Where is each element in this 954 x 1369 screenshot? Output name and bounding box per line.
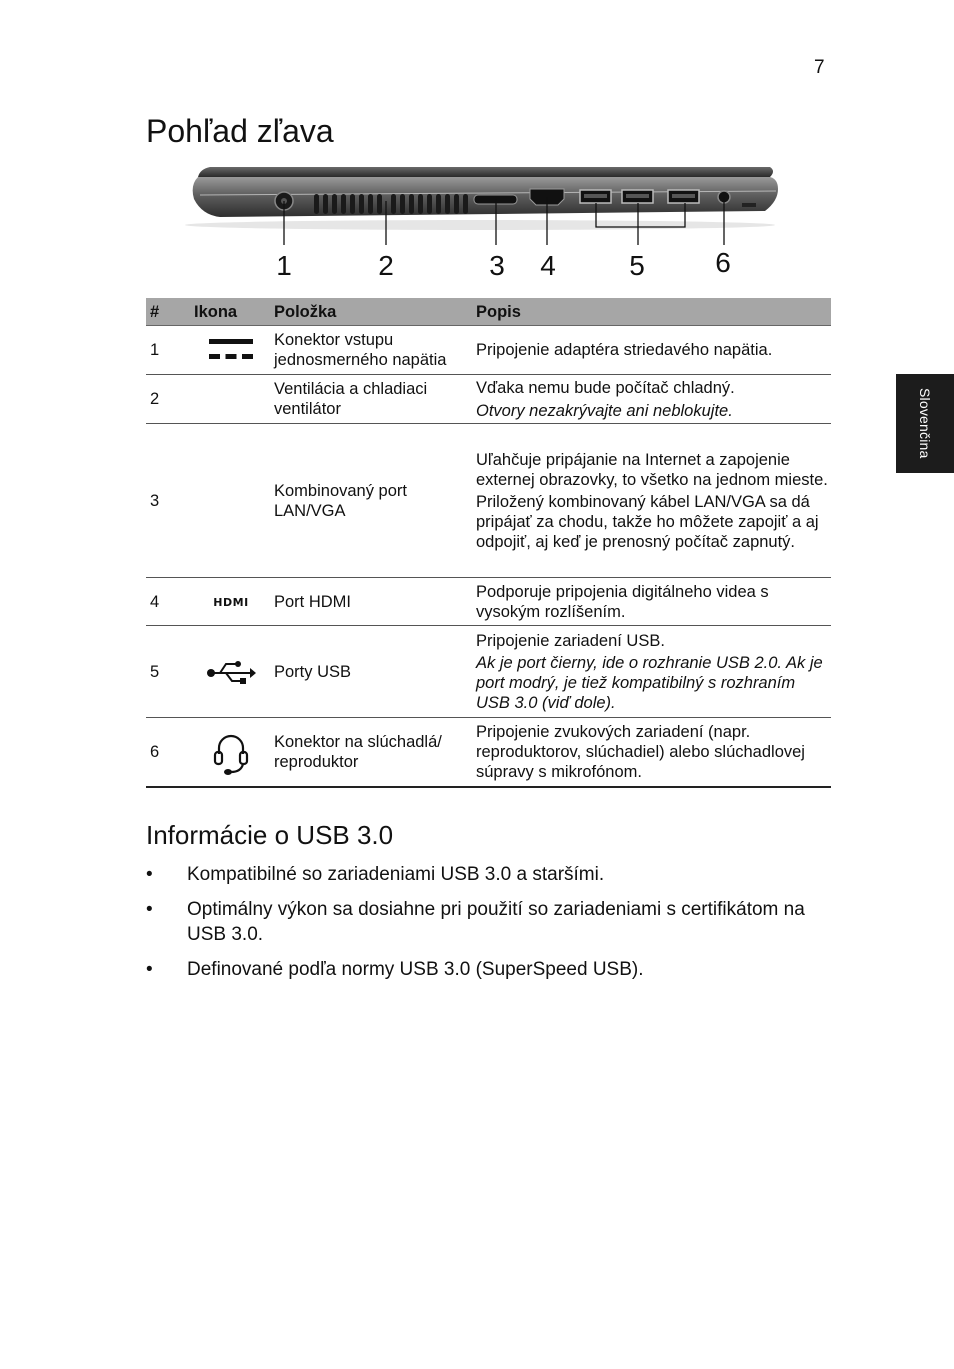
usb-icon [206, 659, 256, 685]
headset-icon [211, 728, 251, 776]
table-row [146, 326, 831, 375]
row-icon-cell [191, 375, 271, 424]
row-description [473, 718, 831, 787]
callout-2: 2 [378, 250, 394, 281]
row-item: Porty USB [271, 626, 473, 718]
description-note: Otvory nezakrývajte ani neblokujte. [476, 401, 733, 420]
table-row [146, 626, 831, 718]
row-description [473, 626, 831, 718]
bullet-marker: • [146, 864, 153, 885]
header-number: # [146, 298, 191, 326]
row-icon-cell [191, 424, 271, 578]
dc-power-icon [207, 335, 255, 365]
language-tab [896, 374, 954, 473]
row-number: 1 [146, 326, 191, 375]
row-icon-cell [191, 326, 271, 375]
callout-6: 6 [715, 247, 731, 278]
table-row [146, 578, 831, 626]
usb-info-list [146, 862, 836, 992]
list-item-text: Optimálny výkon sa dosiahne pri použití so zariadeniami s certifikátom na USB 3.0. [187, 899, 805, 945]
row-icon-cell [191, 626, 271, 718]
usb-info-title: Informácie o USB 3.0 [146, 820, 394, 850]
row-item: Ventilácia a chladiaci ventilátor [271, 375, 473, 424]
header-icon: Ikona [191, 298, 271, 326]
row-item: Port HDMI [271, 578, 473, 626]
row-description [473, 578, 831, 626]
row-item: Kombinovaný port LAN/VGA [271, 424, 473, 578]
bullet-marker: • [146, 899, 153, 920]
callout-4: 4 [540, 250, 556, 281]
callout-5: 5 [629, 250, 645, 281]
header-description: Popis [473, 298, 831, 326]
row-item: Konektor vstupu jednosmerného napätia [271, 326, 473, 375]
table-row [146, 424, 831, 578]
header-item: Položka [271, 298, 473, 326]
description-text: Podporuje pripojenia digitálneho videa s vysokým rozlíšením. [476, 582, 769, 621]
row-number: 2 [146, 375, 191, 424]
row-description [473, 326, 831, 375]
laptop-left-side-illustration [180, 155, 790, 245]
bullet-marker: • [146, 959, 153, 980]
hdmi-logo-text: HDMI [213, 595, 249, 609]
row-icon-cell [191, 578, 271, 626]
description-text: Vďaka nemu bude počítač chladný. [476, 378, 735, 397]
language-tab-label: Slovenčina [917, 388, 933, 459]
description-text: Priložený kombinovaný kábel LAN/VGA sa dá pripájať za chodu, takže ho môžete zapojiť a aj odpojiť, aj keď je prenosný počítač zapnutý. [476, 492, 819, 551]
callout-3: 3 [489, 250, 505, 281]
ports-table [146, 298, 831, 788]
row-number: 6 [146, 718, 191, 787]
table-header-row [146, 298, 831, 326]
row-item: Konektor na slúchadlá/ reproduktor [271, 718, 473, 787]
list-item [146, 957, 836, 982]
row-icon-cell [191, 718, 271, 787]
description-text: Pripojenie zvukových zariadení (napr. reproduktorov, slúchadiel) alebo slúchadlovej súpravy s mikrofónom. [476, 722, 805, 781]
hdmi-icon [206, 595, 256, 609]
row-description [473, 375, 831, 424]
callout-1: 1 [276, 250, 292, 281]
table-row [146, 718, 831, 787]
row-number: 3 [146, 424, 191, 578]
description-text: Pripojenie adaptéra striedavého napätia. [476, 341, 773, 359]
list-item [146, 897, 836, 947]
description-text: Pripojenie zariadení USB. [476, 631, 665, 650]
row-number: 4 [146, 578, 191, 626]
list-item-text: Definované podľa normy USB 3.0 (SuperSpeed USB). [187, 959, 644, 980]
page-number: 7 [814, 57, 825, 78]
table-row [146, 375, 831, 424]
description-text: Uľahčuje pripájanie na Internet a zapojenie externej obrazovky, to všetko na jednom mieste. [476, 450, 828, 489]
list-item-text: Kompatibilné so zariadeniami USB 3.0 a staršími. [187, 864, 605, 885]
list-item [146, 862, 836, 887]
row-number: 5 [146, 626, 191, 718]
description-note: Ak je port čierny, ide o rozhranie USB 2.0. Ak je port modrý, je tiež kompatibilný s rozhraním USB 3.0 (viď dole). [476, 653, 823, 712]
section-title: Pohľad zľava [146, 113, 334, 149]
row-description [473, 424, 831, 578]
